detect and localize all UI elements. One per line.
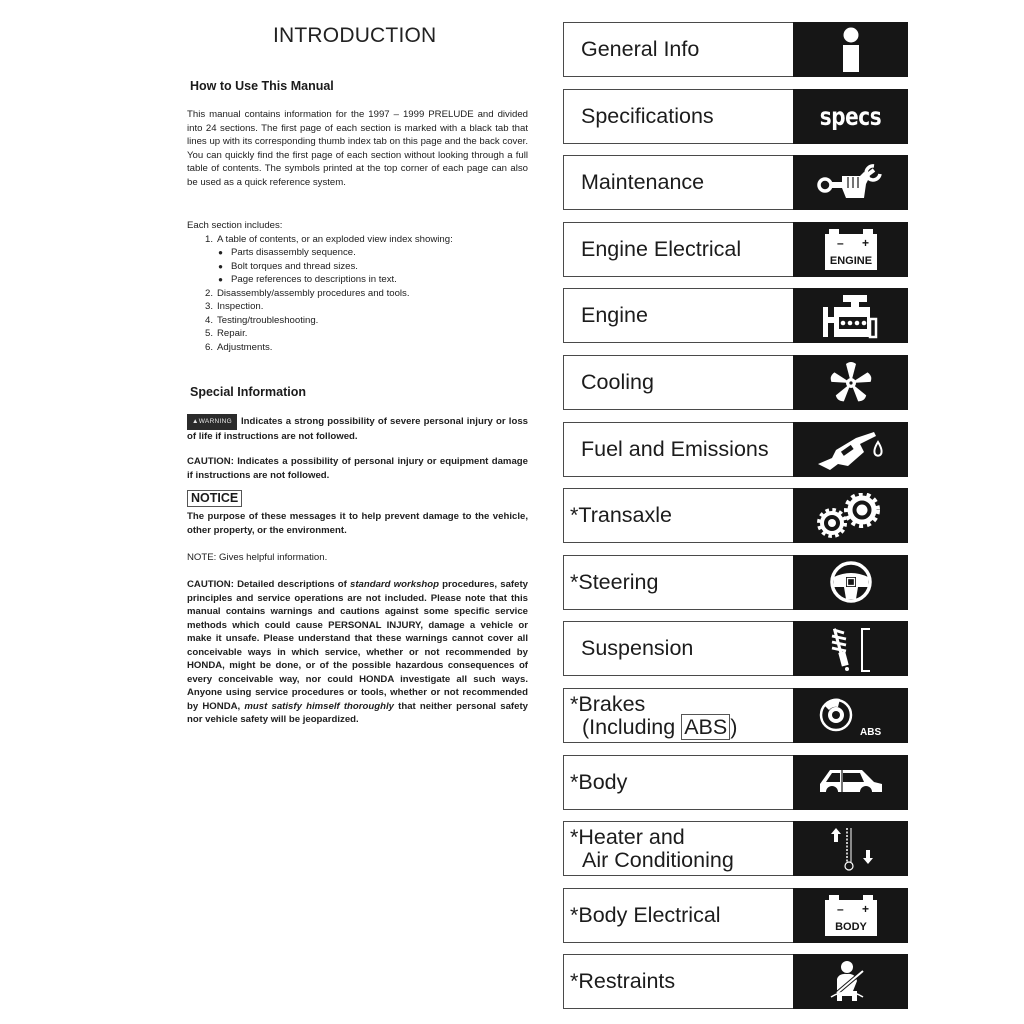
note-paragraph: NOTE: Gives helpful information. — [187, 552, 328, 563]
tab-body-electrical[interactable] — [563, 888, 908, 943]
sub-bullet-item: ● Parts disassembly sequence. — [187, 246, 453, 260]
list-item: 2. Disassembly/assembly procedures and tools. — [204, 287, 410, 299]
tab-general-info[interactable] — [563, 22, 908, 77]
bullet-icon: ● — [218, 248, 223, 257]
tab-label: *Brakes (Including ABS ) — [570, 691, 738, 739]
battery-engine-icon — [823, 227, 879, 271]
tab-steering[interactable] — [563, 555, 908, 610]
warning-badge: ▲WARNING — [187, 414, 237, 430]
bullet-icon: ● — [218, 275, 223, 284]
tab-label: *Heater and Air Conditioning — [570, 824, 734, 872]
tab-label: Suspension — [581, 636, 694, 661]
special-info-heading: Special Information — [190, 385, 306, 399]
fan-icon — [828, 360, 874, 406]
tab-label: General Info — [581, 37, 700, 61]
tab-label: Cooling — [581, 370, 654, 394]
svg-text:BODY: BODY — [834, 921, 867, 934]
list-item: 4. Testing/troubleshooting. — [204, 314, 319, 326]
intro-paragraph: This manual contains information for the 1997 – 1999 PRELUDE and divided into 24 sections. The first page of each section is marked with a black tab that lines up with its corresponding thumb index tab on this page and the back cover. You can quickly find the first page of each section without looking through a full table of contents. The symbols printed at the top corner of each page can also be used as a quick reference system. — [187, 109, 528, 188]
thermometer-icon — [821, 824, 881, 874]
abs-label-box: ABS — [681, 714, 730, 740]
tab-fuel-and-emissions[interactable] — [563, 422, 908, 477]
tab-label: Maintenance — [581, 170, 705, 195]
tab-transaxle[interactable] — [563, 488, 908, 543]
notice-label: NOTICE — [187, 490, 242, 507]
tab-cooling[interactable] — [563, 355, 908, 410]
svg-text:ABS: ABS — [859, 726, 881, 738]
page-title: INTRODUCTION — [273, 24, 437, 47]
tab-label: Engine Electrical — [581, 236, 742, 261]
bullet-icon: ● — [218, 261, 223, 271]
tab-label: *Transaxle — [570, 503, 672, 528]
svg-text:+: + — [861, 902, 869, 917]
steering-wheel-icon — [828, 559, 874, 605]
svg-text:–: – — [836, 902, 844, 917]
list-item: 1. A table of contents, or an exploded view index showing: — [204, 233, 453, 245]
how-to-use-heading: How to Use This Manual — [190, 79, 334, 93]
tab-engine-electrical[interactable] — [563, 222, 908, 277]
tab-label: Engine — [581, 303, 648, 328]
caution-detail-paragraph: CAUTION: Detailed descriptions of standard workshop procedures, safety principles and service operations are not included. Please note that this manual contains warnings and cautions against some specific service methods which could cause PERSONAL INJURY, damage a vehicle or make it unsafe. Please understand that these warnings cannot cover all conceivable ways in which service, whether or not recommended by HONDA, might be done, or of the possible hazardous consequences of every conceivable way, nor could HONDA investigate all such ways. Anyone using service procedures or tools, whether or not recommended by HONDA, must satisfy himself thoroughly that neither personal safety nor vehicle safety will be jeopardized. — [187, 579, 528, 725]
warning-paragraph: ▲WARNING Indicates a strong possibility of severe personal injury or loss of life if instructions are not followed. — [187, 416, 528, 442]
section-includes-list — [187, 219, 453, 354]
brake-disc-icon — [816, 693, 886, 739]
car-body-icon — [816, 762, 886, 802]
shock-absorber-icon — [824, 624, 878, 674]
tab-label: Fuel and Emissions — [581, 436, 769, 461]
tab-maintenance[interactable] — [563, 155, 908, 210]
tab-label: *Body — [570, 769, 628, 794]
tab-label: *Steering — [570, 569, 659, 594]
sub-bullet-item: ● Page references to descriptions in text. — [187, 273, 453, 287]
seatbelt-icon — [823, 959, 879, 1005]
battery-body-icon — [823, 893, 879, 937]
tab-specifications[interactable] — [563, 89, 908, 144]
list-item: 3. Inspection. — [204, 301, 264, 312]
tab-engine[interactable] — [563, 288, 908, 343]
tab-brakes[interactable] — [563, 688, 908, 743]
svg-text:+: + — [861, 236, 869, 251]
tab-label: *Restraints — [570, 969, 676, 994]
list-item: 6. Adjustments. — [204, 341, 273, 353]
info-icon — [836, 27, 866, 73]
wrench-fist-icon — [816, 160, 886, 206]
svg-text:ENGINE: ENGINE — [829, 255, 872, 268]
notice-paragraph: The purpose of these messages it to help prevent damage to the vehicle, other property, or the environment. — [187, 511, 528, 536]
tab-body[interactable] — [563, 755, 908, 810]
tab-suspension[interactable] — [563, 621, 908, 676]
tab-heater-and-air-conditioning[interactable] — [563, 821, 908, 876]
engine-icon — [821, 293, 881, 339]
tab-label: Specifications — [581, 103, 714, 128]
caution-paragraph: CAUTION: Indicates a possibility of personal injury or equipment damage if instructions are not followed. — [187, 456, 528, 481]
sub-bullet-item: ● Bolt torques and thread sizes. — [187, 260, 453, 274]
tab-label: *Body Electrical — [570, 902, 721, 927]
fuel-nozzle-icon — [816, 426, 886, 472]
each-section-label: Each section includes: — [187, 220, 283, 231]
list-item: 5. Repair. — [204, 328, 248, 339]
gears-icon — [814, 493, 888, 539]
svg-text:–: – — [836, 236, 844, 251]
tab-restraints[interactable] — [563, 954, 908, 1009]
specs-icon: specs — [819, 101, 882, 131]
